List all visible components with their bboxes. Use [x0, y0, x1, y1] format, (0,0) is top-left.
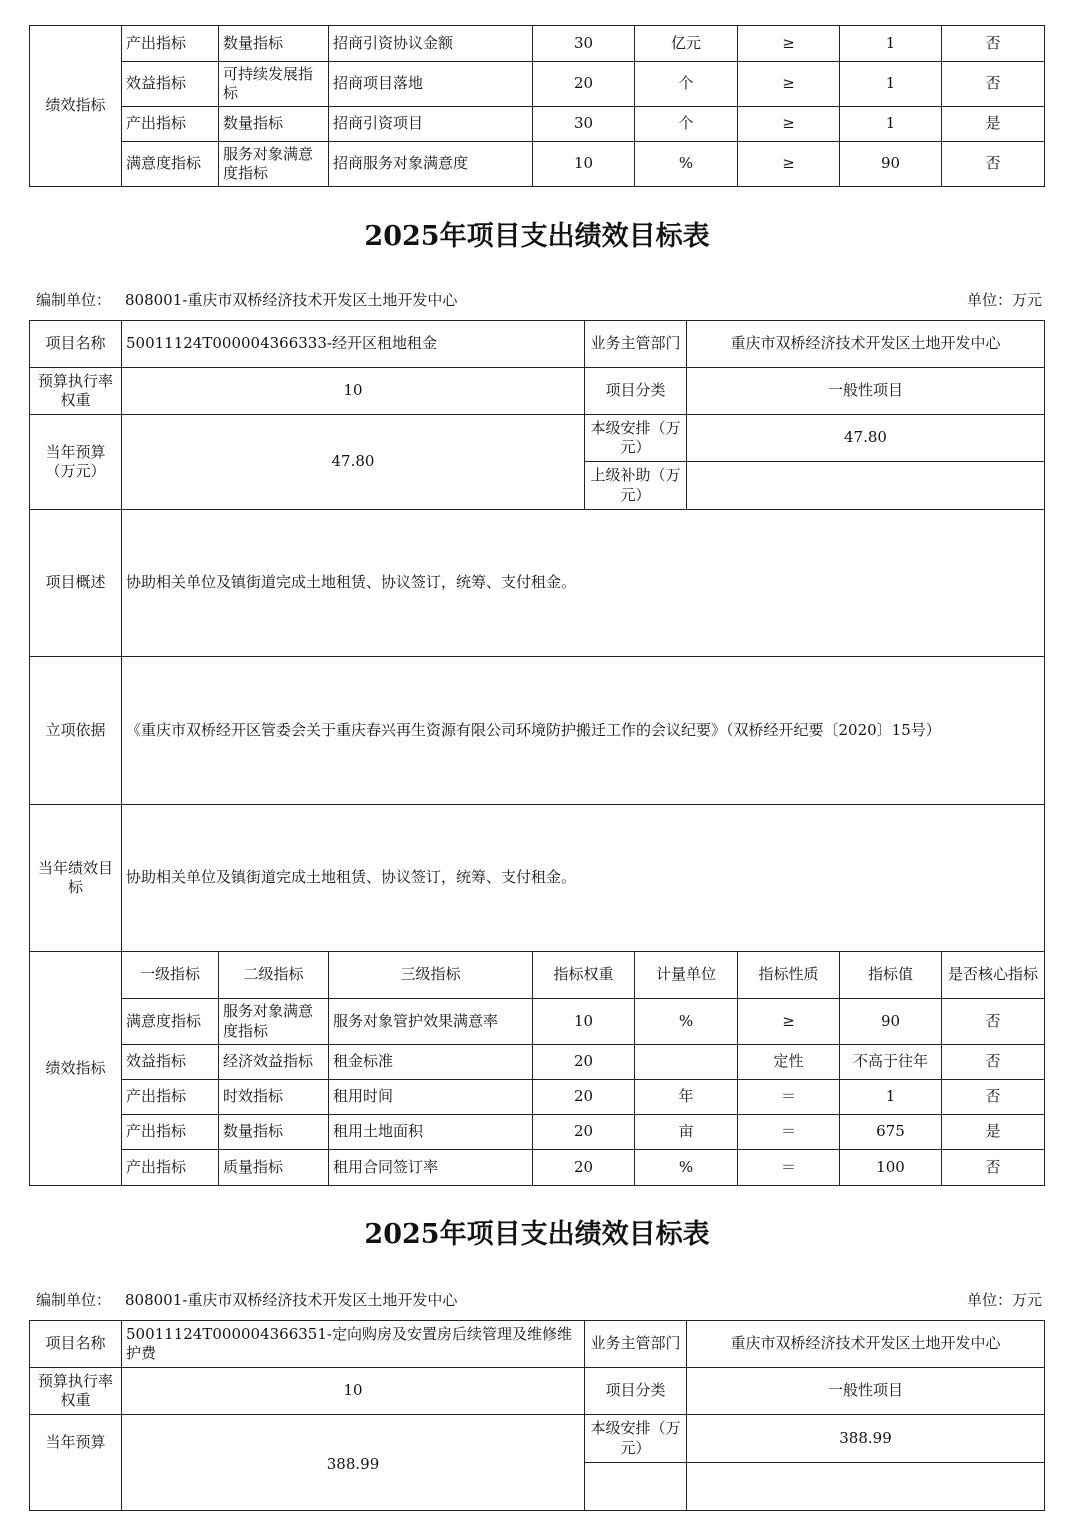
table-cell: 否 [942, 1150, 1045, 1186]
local-budget-value: 47.80 [687, 415, 1045, 462]
header-cell: 指标值 [840, 952, 942, 999]
basis-value: 《重庆市双桥经开区管委会关于重庆春兴再生资源有限公司环境防护搬迁工作的会议纪要》（双桥经开纪要〔2020〕15号） [122, 657, 1045, 805]
table-cell: 个 [635, 107, 738, 142]
table-cell: 效益指标 [122, 62, 219, 107]
table-cell: 产出指标 [122, 1080, 219, 1115]
table-cell: 否 [942, 62, 1045, 107]
local-budget-value: 388.99 [687, 1415, 1045, 1463]
goal-value: 协助相关单位及镇街道完成土地租赁、协议签订，统筹、支付租金。 [122, 805, 1045, 952]
table-cell: 满意度指标 [122, 999, 219, 1045]
table-cell: 产出指标 [122, 107, 219, 142]
project-name-value: 50011124T000004366351-定向购房及安置房后续管理及维修维护费 [122, 1321, 585, 1368]
table-cell: ＝ [738, 1080, 840, 1115]
perf-section-label: 绩效指标 [30, 952, 122, 1186]
goal-label: 当年绩效目标 [30, 805, 122, 952]
table-cell: 否 [942, 142, 1045, 187]
table-cell: 数量指标 [219, 107, 329, 142]
table-cell: 招商项目落地 [329, 62, 533, 107]
table-cell: 租用土地面积 [329, 1115, 533, 1150]
table-cell: 招商服务对象满意度 [329, 142, 533, 187]
table-cell: 20 [533, 1045, 635, 1080]
table-cell [585, 1463, 687, 1511]
dept-value: 重庆市双桥经济技术开发区土地开发中心 [687, 321, 1045, 368]
exec-rate-label: 预算执行率权重 [30, 1368, 122, 1415]
table-cell: 否 [942, 999, 1045, 1045]
table-cell: 租用时间 [329, 1080, 533, 1115]
header-cell: 指标性质 [738, 952, 840, 999]
table-cell: 数量指标 [219, 1115, 329, 1150]
table-cell: % [635, 1150, 738, 1186]
table-cell: 20 [533, 1115, 635, 1150]
exec-rate-value: 10 [122, 1368, 585, 1415]
table-cell: 是 [942, 107, 1045, 142]
table-cell: 1 [840, 26, 942, 62]
table-cell: 产出指标 [122, 26, 219, 62]
table-cell: 30 [533, 107, 635, 142]
overview-value: 协助相关单位及镇街道完成土地租赁、协议签订，统筹、支付租金。 [122, 510, 1045, 657]
table-cell: ＝ [738, 1115, 840, 1150]
upper-subsidy-label: 上级补助（万元） [585, 462, 687, 510]
header-cell: 一级指标 [122, 952, 219, 999]
table-cell: 否 [942, 1045, 1045, 1080]
table-cell: 服务对象管护效果满意率 [329, 999, 533, 1045]
table-cell: 90 [840, 999, 942, 1045]
table-cell: 定性 [738, 1045, 840, 1080]
category-value: 一般性项目 [687, 368, 1045, 415]
header-cell: 计量单位 [635, 952, 738, 999]
table-cell: ≥ [738, 107, 840, 142]
table-cell: 租用合同签订率 [329, 1150, 533, 1186]
budget-value: 388.99 [122, 1415, 585, 1511]
table-cell: ≥ [738, 142, 840, 187]
section1-perf-table [29, 951, 1045, 1186]
table-cell: ＝ [738, 1150, 840, 1186]
table-cell: 不高于往年 [840, 1045, 942, 1080]
table-cell [635, 1045, 738, 1080]
table-cell: 年 [635, 1080, 738, 1115]
upper-subsidy-value [687, 462, 1045, 510]
budget-label: 当年预算 [30, 1415, 122, 1511]
table-cell: 招商引资协议金额 [329, 26, 533, 62]
table-cell: 是 [942, 1115, 1045, 1150]
table-cell: 90 [840, 142, 942, 187]
table-cell: 产出指标 [122, 1150, 219, 1186]
dept-value: 重庆市双桥经济技术开发区土地开发中心 [687, 1321, 1045, 1368]
section2-unit-value: 808001-重庆市双桥经济技术开发区土地开发中心 [125, 1291, 458, 1309]
project-name-value: 50011124T000004366333-经开区租地租金 [122, 321, 585, 368]
table-cell: 20 [533, 1150, 635, 1186]
basis-label: 立项依据 [30, 657, 122, 805]
table-cell: 否 [942, 26, 1045, 62]
table-cell: % [635, 142, 738, 187]
table-cell: 10 [533, 999, 635, 1045]
table-cell: 经济效益指标 [219, 1045, 329, 1080]
table-cell: 否 [942, 1080, 1045, 1115]
table-cell: ≥ [738, 999, 840, 1045]
exec-rate-label: 预算执行率权重 [30, 368, 122, 415]
table-cell: 效益指标 [122, 1045, 219, 1080]
table-cell: ≥ [738, 26, 840, 62]
project-name-label: 项目名称 [30, 1321, 122, 1368]
table-cell: 数量指标 [219, 26, 329, 62]
table-cell: 20 [533, 1080, 635, 1115]
header-cell: 二级指标 [219, 952, 329, 999]
section2-currency: 单位：万元 [966, 1291, 1042, 1309]
table-cell: 亩 [635, 1115, 738, 1150]
perf-section-label: 绩效指标 [30, 26, 122, 187]
exec-rate-value: 10 [122, 368, 585, 415]
table-cell: 产出指标 [122, 1115, 219, 1150]
table-cell: 675 [840, 1115, 942, 1150]
header-cell: 是否核心指标 [942, 952, 1045, 999]
header-cell: 三级指标 [329, 952, 533, 999]
table-cell: 1 [840, 1080, 942, 1115]
section2-title: 2025年项目支出绩效目标表 [364, 1219, 710, 1250]
category-label: 项目分类 [585, 368, 687, 415]
project-name-label: 项目名称 [30, 321, 122, 368]
local-budget-label: 本级安排（万元） [585, 415, 687, 462]
budget-value: 47.80 [122, 415, 585, 510]
section1-unit-label: 编制单位： [36, 291, 112, 309]
table-cell: 1 [840, 107, 942, 142]
table-cell: 满意度指标 [122, 142, 219, 187]
section1-title: 2025年项目支出绩效目标表 [364, 221, 710, 252]
table-cell: 1 [840, 62, 942, 107]
table-cell: 租金标准 [329, 1045, 533, 1080]
table-cell: 招商引资项目 [329, 107, 533, 142]
budget-label: 当年预算（万元） [30, 415, 122, 510]
section2-unit-label: 编制单位： [36, 1291, 112, 1309]
table-cell: 个 [635, 62, 738, 107]
top-perf-table [29, 25, 1045, 187]
local-budget-label: 本级安排（万元） [585, 1415, 687, 1463]
table-cell: 时效指标 [219, 1080, 329, 1115]
table-cell: 服务对象满意度指标 [219, 999, 329, 1045]
header-cell: 指标权重 [533, 952, 635, 999]
dept-label: 业务主管部门 [585, 321, 687, 368]
table-cell: 质量指标 [219, 1150, 329, 1186]
table-cell: 10 [533, 142, 635, 187]
section2-info-table [29, 1320, 1045, 1511]
dept-label: 业务主管部门 [585, 1321, 687, 1368]
table-cell: 30 [533, 26, 635, 62]
section1-info-table [29, 320, 1045, 952]
table-cell [687, 1463, 1045, 1511]
table-cell: 亿元 [635, 26, 738, 62]
category-label: 项目分类 [585, 1368, 687, 1415]
table-cell: 服务对象满意度指标 [219, 142, 329, 187]
overview-label: 项目概述 [30, 510, 122, 657]
category-value: 一般性项目 [687, 1368, 1045, 1415]
section1-currency: 单位：万元 [966, 291, 1042, 309]
table-cell: 可持续发展指标 [219, 62, 329, 107]
table-cell: 100 [840, 1150, 942, 1186]
table-cell: % [635, 999, 738, 1045]
table-cell: 20 [533, 62, 635, 107]
table-cell: ≥ [738, 62, 840, 107]
section1-unit-value: 808001-重庆市双桥经济技术开发区土地开发中心 [125, 291, 458, 309]
